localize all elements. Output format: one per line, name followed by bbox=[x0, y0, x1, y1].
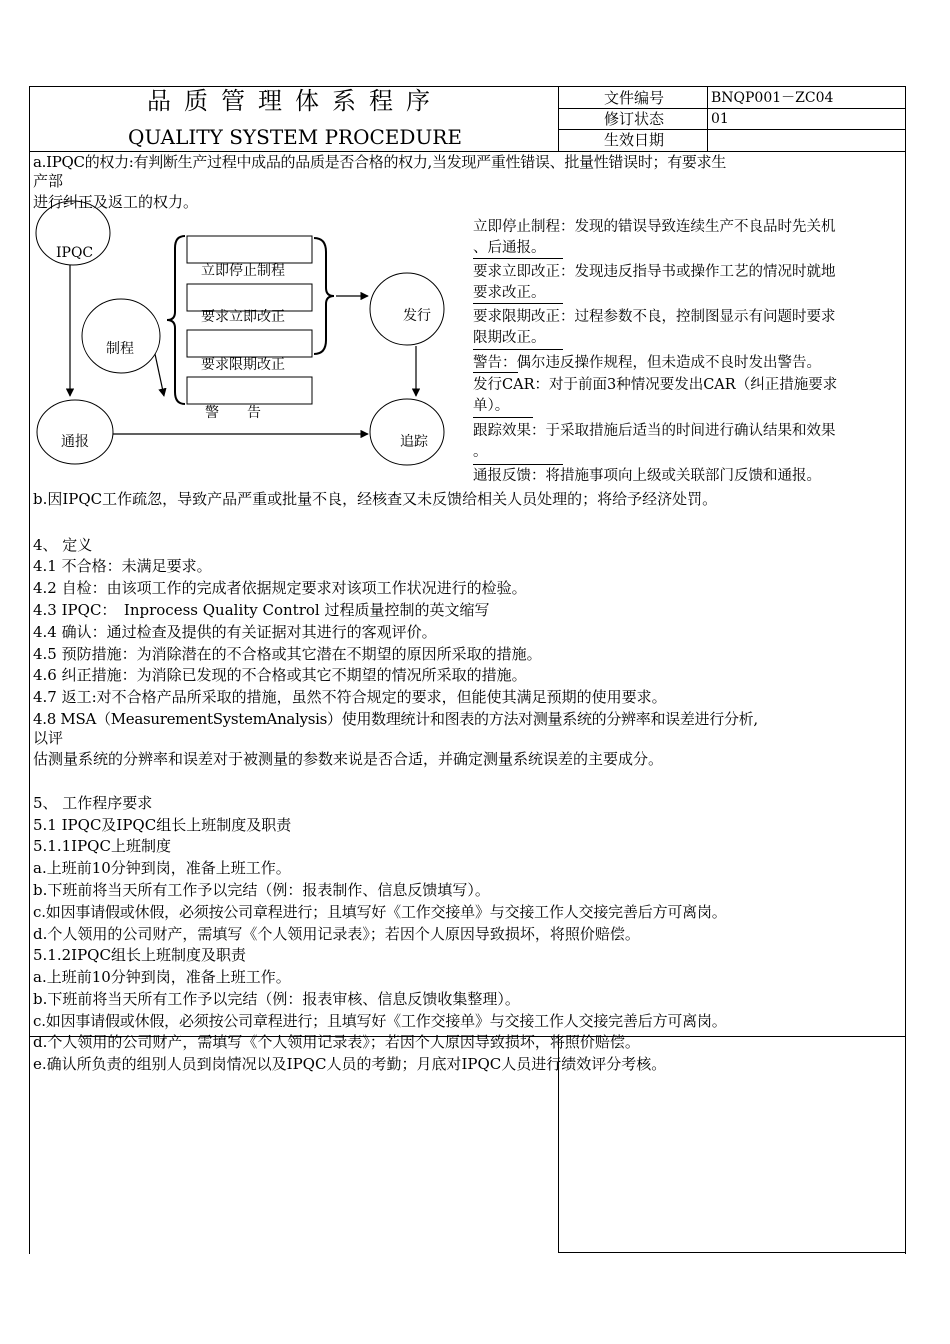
item-5-1-2-b: b.下班前将当天所有工作予以完结（例：报表审核、信息反馈收集整理）。 bbox=[33, 990, 520, 1008]
left-brace bbox=[167, 236, 185, 404]
report-node bbox=[37, 400, 113, 464]
note-line-12: 通报反馈：将措施事项向上级或关联部门反馈和通报。 bbox=[473, 468, 821, 484]
def-4-3: 4.3 IPQC： Inprocess Quality Control 过程质量控制的英文缩写 bbox=[33, 601, 490, 619]
def-4-4: 4.4 确认：通过检查及提供的有关证据对其进行的客观评价。 bbox=[33, 623, 437, 641]
item-5-1-1-b: b.下班前将当天所有工作予以完结（例：报表制作、信息反馈填写）。 bbox=[33, 881, 490, 899]
item-5-1-2-c: c.如因事请假或休假，必须按公司章程进行；且填写好《工作交接单》与交接工作人交接完善后方可离岗。 bbox=[33, 1012, 727, 1030]
note-underline-6 bbox=[473, 464, 563, 465]
note-line-5: 要求限期改正：过程参数不良，控制图显示有问题时要求 bbox=[473, 309, 836, 325]
item-5-1-2: 5.1.2IPQC组长上班制度及职责 bbox=[33, 946, 246, 964]
ipqc-flow-diagram bbox=[0, 200, 470, 470]
note-underline-4 bbox=[473, 372, 518, 373]
arrow-process-down bbox=[155, 354, 164, 396]
action-box-3 bbox=[187, 330, 312, 357]
def-4-6: 4.6 纠正措施：为消除已发现的不合格或其它不期望的情况所采取的措施。 bbox=[33, 666, 527, 684]
effective-date-label: 生效日期 bbox=[603, 131, 664, 149]
note-underline-5 bbox=[473, 417, 533, 418]
action-box-4 bbox=[187, 377, 312, 404]
item-5-1-1: 5.1.1IPQC上班制度 bbox=[33, 837, 171, 855]
action-box-1 bbox=[187, 236, 312, 263]
action-box-2 bbox=[187, 284, 312, 311]
intro-line-1: a.IPQC的权力:有判断生产过程中成品的品质是否合格的权力,当发现严重性错误、批量性错误时；有要求生 bbox=[33, 153, 727, 171]
note-line-10: 跟踪效果：于采取措施后适当的时间进行确认结果和效果 bbox=[473, 423, 836, 439]
penalty-line: b.因IPQC工作疏忽，导致产品严重或批量不良，经核查又未反馈给相关人员处理的；将给予经济处罚。 bbox=[33, 490, 718, 508]
note-underline-2 bbox=[473, 303, 563, 304]
doc-number-value: BNQP001－ZC04 bbox=[711, 90, 834, 106]
note-line-1: 立即停止制程：发现的错误导致连续生产不良品时先关机 bbox=[473, 219, 836, 235]
note-line-2: 、后通报。 bbox=[473, 240, 546, 256]
revision-value: 01 bbox=[711, 111, 729, 127]
def-4-8-cont-1: 以评 bbox=[33, 729, 64, 747]
right-brace bbox=[314, 238, 334, 354]
note-line-8: 发行CAR：对于前面3种情况要发出CAR（纠正措施要求 bbox=[473, 377, 838, 393]
item-5-1-1-a: a.上班前10分钟到岗，准备上班工作。 bbox=[33, 859, 291, 877]
note-line-9: 单）。 bbox=[473, 398, 510, 414]
report-label: 通报 bbox=[61, 434, 89, 450]
def-4-5: 4.5 预防措施：为消除潜在的不合格或其它潜在不期望的原因所采取的措施。 bbox=[33, 645, 542, 663]
item-5-1-2-e: e.确认所负责的组别人员到岗情况以及IPQC人员的考勤；月底对IPQC人员进行绩效评分考核。 bbox=[33, 1055, 667, 1073]
note-line-11: 。 bbox=[473, 444, 488, 460]
def-4-2: 4.2 自检：由该项工作的完成者依据规定要求对该项工作状况进行的检验。 bbox=[33, 579, 527, 597]
process-node bbox=[82, 299, 160, 373]
title-chinese: 品质管理体系程序 bbox=[147, 87, 443, 115]
title-english: QUALITY SYSTEM PROCEDURE bbox=[128, 125, 462, 149]
note-underline-3 bbox=[473, 349, 563, 350]
note-line-3: 要求立即改正：发现违反指导书或操作工艺的情况时就地 bbox=[473, 264, 836, 280]
section-4-title: 4、 定义 bbox=[33, 536, 93, 554]
revision-label: 修订状态 bbox=[603, 110, 664, 128]
action-label-2: 要求立即改正 bbox=[201, 309, 285, 325]
note-line-6: 限期改正。 bbox=[473, 330, 546, 346]
ipqc-label: IPQC bbox=[56, 245, 94, 261]
action-label-4: 警 告 bbox=[205, 405, 261, 421]
track-label: 追踪 bbox=[400, 434, 428, 450]
intro-line-3: 进行纠正及返工的权力。 bbox=[33, 193, 199, 211]
frame-right-line bbox=[905, 86, 906, 1254]
def-4-8: 4.8 MSA（MeasurementSystemAnalysis）使用数理统计和图表的方法对测量系统的分辨率和误差进行分析, bbox=[33, 710, 758, 728]
item-5-1: 5.1 IPQC及IPQC组长上班制度及职责 bbox=[33, 816, 292, 834]
item-5-1-2-a: a.上班前10分钟到岗，准备上班工作。 bbox=[33, 968, 291, 986]
note-underline-1 bbox=[473, 258, 563, 259]
track-node bbox=[370, 399, 444, 465]
header-bottom-line bbox=[29, 151, 906, 152]
intro-line-2: 产部 bbox=[33, 172, 64, 190]
def-4-8-cont-2: 估测量系统的分辨率和误差对于被测量的参数来说是否合适，并确定测量系统误差的主要成分。 bbox=[33, 750, 664, 768]
doc-number-label: 文件编号 bbox=[603, 89, 664, 107]
note-line-7: 警告：偶尔违反操作规程，但未造成不良时发出警告。 bbox=[473, 355, 821, 371]
item-5-1-1-c: c.如因事请假或休假，必须按公司章程进行；且填写好《工作交接单》与交接工作人交接完善后方可离岗。 bbox=[33, 903, 727, 921]
item-5-1-2-d: d.个人领用的公司财产，需填写《个人领用记录表》；若因个人原因导致损坏，将照价赔偿。 bbox=[33, 1033, 640, 1051]
action-label-1: 立即停止制程 bbox=[201, 263, 285, 279]
process-label: 制程 bbox=[106, 341, 134, 357]
action-label-3: 要求限期改正 bbox=[201, 357, 285, 373]
def-4-7: 4.7 返工:对不合格产品所采取的措施，虽然不符合规定的要求，但能使其满足预期的使用要求。 bbox=[33, 688, 667, 706]
item-5-1-1-d: d.个人领用的公司财产，需填写《个人领用记录表》；若因个人原因导致损坏，将照价赔偿。 bbox=[33, 925, 640, 943]
section-5-title: 5、 工作程序要求 bbox=[33, 794, 153, 812]
note-line-4: 要求改正。 bbox=[473, 285, 546, 301]
footer-line bbox=[558, 1252, 906, 1253]
def-4-1: 4.1 不合格：未满足要求。 bbox=[33, 557, 212, 575]
issue-label: 发行 bbox=[403, 308, 431, 324]
